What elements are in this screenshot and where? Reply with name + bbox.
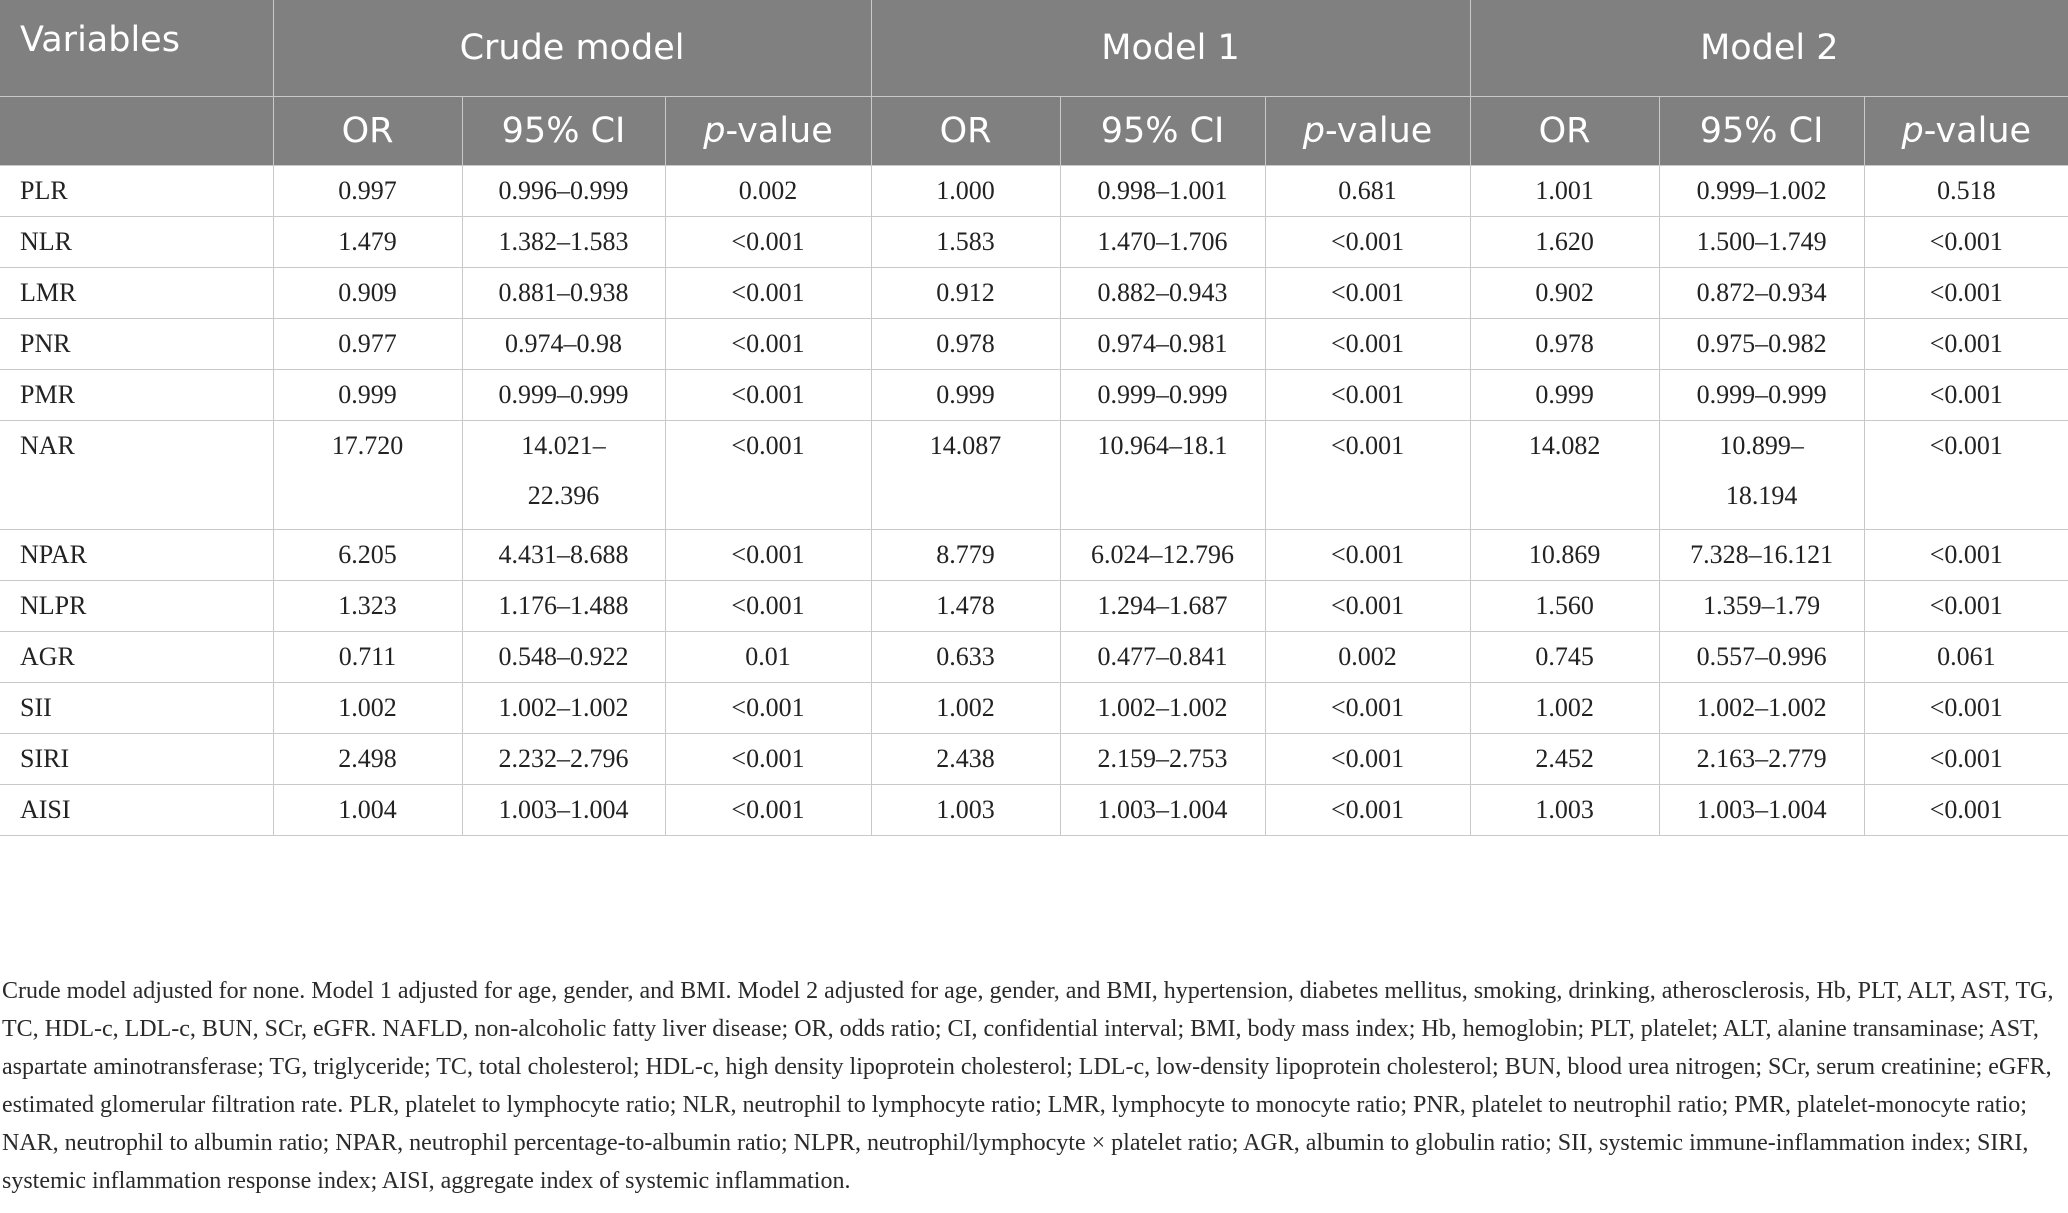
- cell: <0.001: [1265, 734, 1470, 785]
- cell: <0.001: [1864, 734, 2068, 785]
- cell: 2.232–2.796: [462, 734, 665, 785]
- cell: 0.477–0.841: [1060, 632, 1265, 683]
- variable-cell: AGR: [0, 632, 273, 683]
- cell: 1.560: [1470, 581, 1659, 632]
- cell: 0.999–0.999: [462, 370, 665, 421]
- cell: <0.001: [665, 421, 871, 530]
- cell: <0.001: [665, 319, 871, 370]
- variable-cell: NLPR: [0, 581, 273, 632]
- table-body: [0, 166, 2068, 836]
- cell: 1.500–1.749: [1659, 217, 1864, 268]
- cell: 0.711: [273, 632, 462, 683]
- cell: <0.001: [665, 530, 871, 581]
- cell: 0.882–0.943: [1060, 268, 1265, 319]
- cell: 0.002: [1265, 632, 1470, 683]
- ci-line: 14.021–: [521, 431, 606, 460]
- cell: 0.996–0.999: [462, 166, 665, 217]
- table-row: [0, 530, 2068, 581]
- table-row: [0, 683, 2068, 734]
- cell: 1.000: [871, 166, 1060, 217]
- cell: 0.999–0.999: [1060, 370, 1265, 421]
- cell: 1.001: [1470, 166, 1659, 217]
- table-row: [0, 734, 2068, 785]
- variable-cell: PNR: [0, 319, 273, 370]
- ci-header: 95% CI: [1060, 97, 1265, 166]
- cell: <0.001: [1864, 217, 2068, 268]
- variable-cell: AISI: [0, 785, 273, 836]
- cell: <0.001: [1265, 319, 1470, 370]
- cell: <0.001: [665, 683, 871, 734]
- cell: <0.001: [1265, 421, 1470, 530]
- table-footnote: Crude model adjusted for none. Model 1 adjusted for age, gender, and BMI. Model 2 adjusted for age, gender, and BMI, hypertension, diabetes mellitus, smoking, drinking, atherosclerosis, Hb, PLT, ALT, AST, TG, TC, HDL-c, LDL-c, BUN, SCr, eGFR. NAFLD, non-alcoholic fatty liver disease; OR, odds ratio; CI, confidential interval; BMI, body mass index; Hb, hemoglobin; PLT, platelet; ALT, alanine transaminase; AST, aspartate aminotransferase; TG, triglyceride; TC, total cholesterol; HDL-c, high density lipoprotein cholesterol; LDL-c, low-density lipoprotein cholesterol; BUN, blood urea nitrogen; SCr, serum creatinine; eGFR, estimated glomerular filtration rate. PLR, platelet to lymphocyte ratio; NLR, neutrophil to lymphocyte ratio; LMR, lymphocyte to monocyte ratio; PNR, platelet to neutrophil ratio; PMR, platelet-monocyte ratio; NAR, neutrophil to albumin ratio; NPAR, neutrophil percentage-to-albumin ratio; NLPR, neutrophil/lymphocyte × platelet ratio; AGR, albumin to globulin ratio; SII, systemic immune-inflammation index; SIRI, systemic inflammation response index; AISI, aggregate index of systemic inflammation.: [2, 978, 2054, 1194]
- or-header: OR: [1470, 97, 1659, 166]
- cell: 0.999: [1470, 370, 1659, 421]
- p-value-header: p-value: [1265, 97, 1470, 166]
- cell: <0.001: [1265, 268, 1470, 319]
- variable-cell: NPAR: [0, 530, 273, 581]
- cell: <0.001: [1265, 683, 1470, 734]
- table-header: [0, 0, 2068, 166]
- cell: 0.999: [871, 370, 1060, 421]
- cell: <0.001: [665, 734, 871, 785]
- cell: <0.001: [1864, 421, 2068, 530]
- cell: <0.001: [1265, 370, 1470, 421]
- cell: 1.382–1.583: [462, 217, 665, 268]
- cell: 1.470–1.706: [1060, 217, 1265, 268]
- cell: <0.001: [1265, 785, 1470, 836]
- cell: 1.004: [273, 785, 462, 836]
- cell: 1.002–1.002: [1060, 683, 1265, 734]
- cell: [1659, 421, 1864, 530]
- table-row: [0, 581, 2068, 632]
- table-row: [0, 166, 2068, 217]
- cell: 0.061: [1864, 632, 2068, 683]
- variable-cell: SIRI: [0, 734, 273, 785]
- cell: 0.975–0.982: [1659, 319, 1864, 370]
- ci-header: 95% CI: [462, 97, 665, 166]
- table-row: [0, 632, 2068, 683]
- cell: 0.978: [1470, 319, 1659, 370]
- cell: [462, 421, 665, 530]
- cell: 8.779: [871, 530, 1060, 581]
- cell: 1.323: [273, 581, 462, 632]
- cell: 0.909: [273, 268, 462, 319]
- cell: <0.001: [665, 268, 871, 319]
- cell: <0.001: [1265, 217, 1470, 268]
- cell: 2.159–2.753: [1060, 734, 1265, 785]
- or-header: OR: [871, 97, 1060, 166]
- cell: 1.002–1.002: [462, 683, 665, 734]
- cell: 6.205: [273, 530, 462, 581]
- cell: 1.003: [871, 785, 1060, 836]
- cell: 0.518: [1864, 166, 2068, 217]
- ci-header: 95% CI: [1659, 97, 1864, 166]
- cell: 17.720: [273, 421, 462, 530]
- model-2-header: Model 2: [1470, 0, 2068, 97]
- variable-cell: NAR: [0, 421, 273, 530]
- cell: 0.681: [1265, 166, 1470, 217]
- cell: 1.479: [273, 217, 462, 268]
- cell: 0.557–0.996: [1659, 632, 1864, 683]
- cell: 1.003: [1470, 785, 1659, 836]
- cell: <0.001: [1864, 581, 2068, 632]
- crude-model-header: Crude model: [273, 0, 871, 97]
- table-row: [0, 370, 2068, 421]
- cell: <0.001: [665, 370, 871, 421]
- variable-cell: LMR: [0, 268, 273, 319]
- variable-cell: PLR: [0, 166, 273, 217]
- cell: 1.003–1.004: [1060, 785, 1265, 836]
- cell: 1.002: [871, 683, 1060, 734]
- cell: 1.176–1.488: [462, 581, 665, 632]
- variable-cell: PMR: [0, 370, 273, 421]
- table-row: [0, 319, 2068, 370]
- cell: 1.583: [871, 217, 1060, 268]
- variable-cell: NLR: [0, 217, 273, 268]
- cell: 6.024–12.796: [1060, 530, 1265, 581]
- cell: <0.001: [665, 217, 871, 268]
- cell: 0.881–0.938: [462, 268, 665, 319]
- cell: 1.478: [871, 581, 1060, 632]
- variables-header-spacer: [0, 97, 273, 166]
- cell: <0.001: [1864, 683, 2068, 734]
- cell: <0.001: [1265, 530, 1470, 581]
- cell: 1.294–1.687: [1060, 581, 1265, 632]
- cell: 10.964–18.1: [1060, 421, 1265, 530]
- ci-line: 10.899–: [1719, 431, 1804, 460]
- cell: 0.999–1.002: [1659, 166, 1864, 217]
- table-row: [0, 217, 2068, 268]
- p-value-header: p-value: [665, 97, 871, 166]
- table-row: [0, 268, 2068, 319]
- cell: 0.999: [273, 370, 462, 421]
- cell: 0.997: [273, 166, 462, 217]
- cell: <0.001: [1864, 530, 2068, 581]
- variable-cell: SII: [0, 683, 273, 734]
- cell: 0.01: [665, 632, 871, 683]
- cell: 0.902: [1470, 268, 1659, 319]
- cell: 0.974–0.98: [462, 319, 665, 370]
- table-row: [0, 421, 2068, 530]
- cell: 1.003–1.004: [462, 785, 665, 836]
- cell: 2.498: [273, 734, 462, 785]
- cell: <0.001: [1265, 581, 1470, 632]
- cell: 10.869: [1470, 530, 1659, 581]
- cell: 0.978: [871, 319, 1060, 370]
- cell: 14.082: [1470, 421, 1659, 530]
- cell: 0.633: [871, 632, 1060, 683]
- cell: 2.163–2.779: [1659, 734, 1864, 785]
- cell: 14.087: [871, 421, 1060, 530]
- cell: 0.999–0.999: [1659, 370, 1864, 421]
- cell: 1.359–1.79: [1659, 581, 1864, 632]
- cell: 7.328–16.121: [1659, 530, 1864, 581]
- cell: 1.002–1.002: [1659, 683, 1864, 734]
- cell: 0.002: [665, 166, 871, 217]
- variables-header: Variables: [0, 0, 273, 97]
- cell: 4.431–8.688: [462, 530, 665, 581]
- cell: 0.912: [871, 268, 1060, 319]
- cell: 1.003–1.004: [1659, 785, 1864, 836]
- cell: 0.745: [1470, 632, 1659, 683]
- or-header: OR: [273, 97, 462, 166]
- cell: 2.438: [871, 734, 1060, 785]
- cell: <0.001: [1864, 268, 2068, 319]
- cell: <0.001: [1864, 319, 2068, 370]
- cell: 0.974–0.981: [1060, 319, 1265, 370]
- cell: 0.977: [273, 319, 462, 370]
- cell: <0.001: [665, 785, 871, 836]
- cell: 0.548–0.922: [462, 632, 665, 683]
- cell: 1.620: [1470, 217, 1659, 268]
- ci-line: 18.194: [1725, 481, 1798, 510]
- cell: 0.998–1.001: [1060, 166, 1265, 217]
- model-1-header: Model 1: [871, 0, 1470, 97]
- p-value-header: p-value: [1864, 97, 2068, 166]
- cell: <0.001: [665, 581, 871, 632]
- ci-line: 22.396: [527, 481, 600, 510]
- table-row: [0, 785, 2068, 836]
- cell: 1.002: [273, 683, 462, 734]
- cell: <0.001: [1864, 785, 2068, 836]
- cell: <0.001: [1864, 370, 2068, 421]
- cell: 2.452: [1470, 734, 1659, 785]
- cell: 1.002: [1470, 683, 1659, 734]
- cell: 0.872–0.934: [1659, 268, 1864, 319]
